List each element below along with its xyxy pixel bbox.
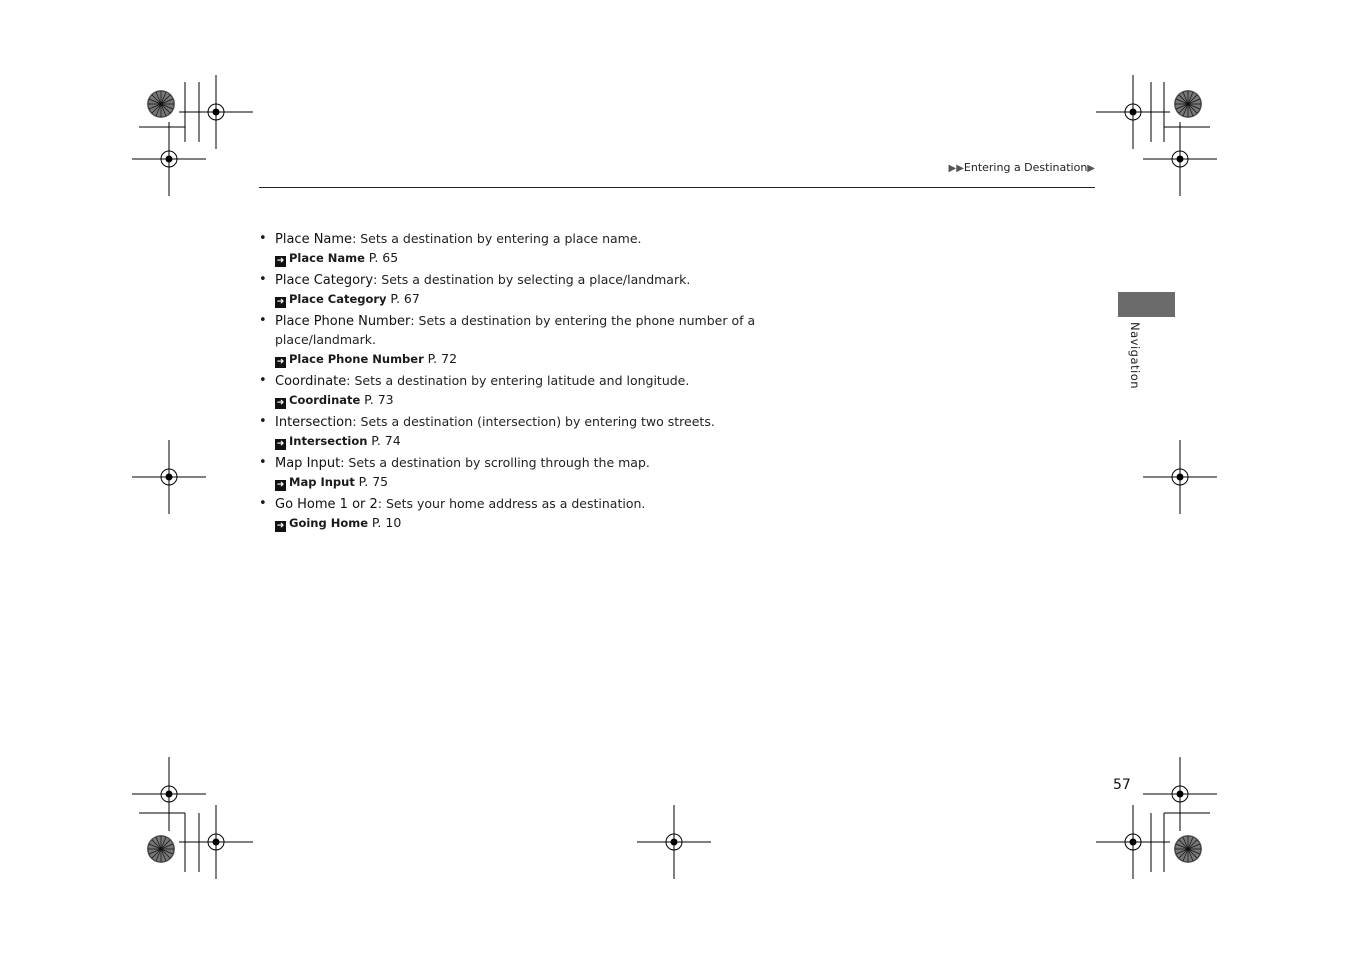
page-reference[interactable] xyxy=(275,473,779,491)
list-item xyxy=(259,413,779,450)
item-term: Intersection xyxy=(275,415,353,430)
breadcrumb-next-icon: ▶ xyxy=(1087,163,1095,174)
bullet: • xyxy=(259,231,267,246)
page-number: 57 xyxy=(1113,777,1131,793)
item-term: Go Home 1 or 2 xyxy=(275,497,378,512)
reference-title: Map Input xyxy=(289,475,355,489)
list-item xyxy=(259,312,779,368)
item-term: Place Name xyxy=(275,232,353,247)
bullet: • xyxy=(259,496,267,511)
bullet: • xyxy=(259,272,267,287)
page-reference[interactable] xyxy=(275,391,779,409)
reference-title: Place Name xyxy=(289,251,365,265)
list-item xyxy=(259,495,779,532)
reference-arrow-icon: ➜ xyxy=(276,297,285,307)
reference-arrow-icon: ➜ xyxy=(276,357,285,367)
reference-title: Place Phone Number xyxy=(289,352,424,366)
reference-arrow-icon: ➜ xyxy=(276,256,285,266)
reference-title: Going Home xyxy=(289,516,369,530)
bullet: • xyxy=(259,373,267,388)
section-tab[interactable] xyxy=(1118,292,1175,317)
bullet: • xyxy=(259,414,267,429)
header-rule xyxy=(259,187,1095,188)
item-term: Map Input xyxy=(275,456,341,471)
page-reference[interactable] xyxy=(275,249,779,267)
bullet: • xyxy=(259,455,267,470)
reference-title: Intersection xyxy=(289,434,368,448)
reference-page: P. 72 xyxy=(427,351,458,366)
item-description: : Sets a destination by entering latitude and longitude. xyxy=(346,373,690,388)
breadcrumb-arrow-icon: ▶▶ xyxy=(948,163,964,174)
reference-arrow-icon: ➜ xyxy=(276,398,285,408)
page-reference[interactable] xyxy=(275,514,779,532)
item-term: Coordinate xyxy=(275,374,347,389)
bullet: • xyxy=(259,313,267,328)
item-term: Place Category xyxy=(275,273,374,288)
list-item xyxy=(259,271,779,308)
page-reference[interactable] xyxy=(275,290,779,308)
reference-page: P. 73 xyxy=(364,392,394,407)
reference-page: P. 74 xyxy=(371,433,401,448)
reference-arrow-icon: ➜ xyxy=(276,480,285,490)
reference-page: P. 67 xyxy=(390,291,420,306)
item-description-continued: place/landmark. xyxy=(275,332,377,347)
item-description: : Sets your home address as a destination. xyxy=(377,496,646,511)
page-reference[interactable] xyxy=(275,350,779,368)
breadcrumb-text[interactable]: Entering a Destination xyxy=(963,161,1088,174)
reference-title: Coordinate xyxy=(289,393,361,407)
page-reference[interactable] xyxy=(275,432,779,450)
list-item xyxy=(259,230,779,267)
reference-page: P. 10 xyxy=(371,515,402,530)
item-term: Place Phone Number xyxy=(275,314,411,329)
item-description: : Sets a destination by entering a place name. xyxy=(352,231,642,246)
item-description: : Sets a destination by scrolling through the map. xyxy=(340,455,650,470)
reference-page: P. 65 xyxy=(368,250,399,265)
reference-arrow-icon: ➜ xyxy=(276,439,285,449)
reference-arrow-icon: ➜ xyxy=(276,521,285,531)
section-tab-label: Navigation xyxy=(1128,322,1142,390)
reference-page: P. 75 xyxy=(358,474,389,489)
breadcrumb xyxy=(949,161,1095,174)
item-description: : Sets a destination by selecting a place/landmark. xyxy=(373,272,691,287)
destination-methods-list xyxy=(259,230,779,536)
list-item xyxy=(259,454,779,491)
item-description: : Sets a destination by entering the phone number of a xyxy=(410,313,756,328)
reference-title: Place Category xyxy=(289,292,387,306)
list-item xyxy=(259,372,779,409)
item-description: : Sets a destination (intersection) by entering two streets. xyxy=(352,414,715,429)
